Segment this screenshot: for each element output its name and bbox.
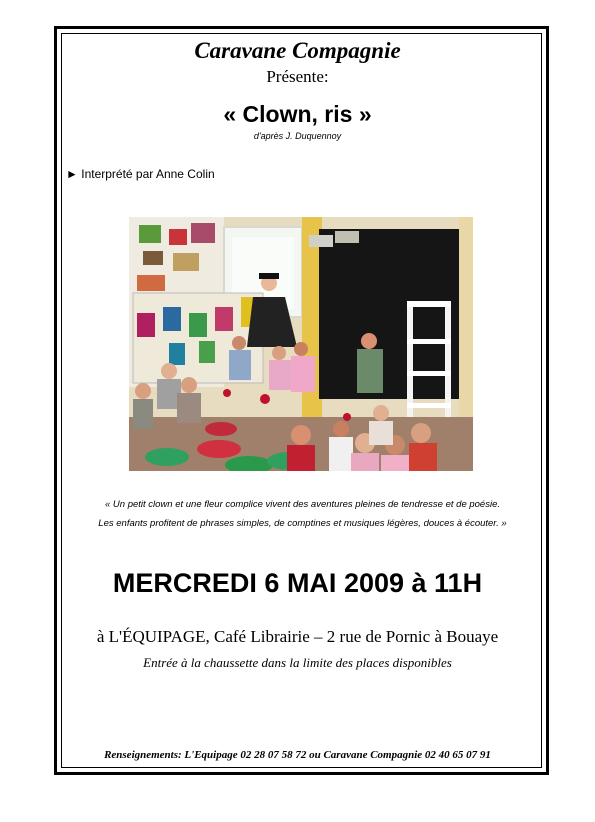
performer-text: Interprété par Anne Colin (81, 167, 215, 181)
show-title: « Clown, ris » (223, 101, 372, 127)
show-author: d'après J. Duquennoy (253, 131, 342, 141)
company-name: Caravane Compagnie (194, 38, 401, 63)
event-venue: à L'ÉQUIPAGE, Café Librairie – 2 rue de Pornic à Bouaye (96, 627, 499, 646)
event-date: MERCREDI 6 MAI 2009 à 11H (112, 568, 483, 598)
description-line-1: « Un petit clown et une fleur complice vivent des aventures pleines de tendresse et de poésie. (104, 499, 500, 510)
show-description (60, 495, 545, 533)
performance-photo (129, 217, 473, 471)
performance-photo-illustration (129, 217, 473, 471)
presents-label: Présente: (266, 67, 329, 86)
triangle-bullet-icon: ► (66, 167, 78, 181)
description-line-2: Les enfants profitent de phrases simples, de comptines et musiques légères, douces à écouter. » (98, 518, 507, 529)
event-entry-note: Entrée à la chaussette dans la limite des places disponibles (143, 655, 452, 670)
contact-info: Renseignements: L'Equipage 02 28 07 58 72 ou Caravane Compagnie 02 40 65 07 91 (104, 749, 491, 761)
performer-line (66, 167, 215, 181)
